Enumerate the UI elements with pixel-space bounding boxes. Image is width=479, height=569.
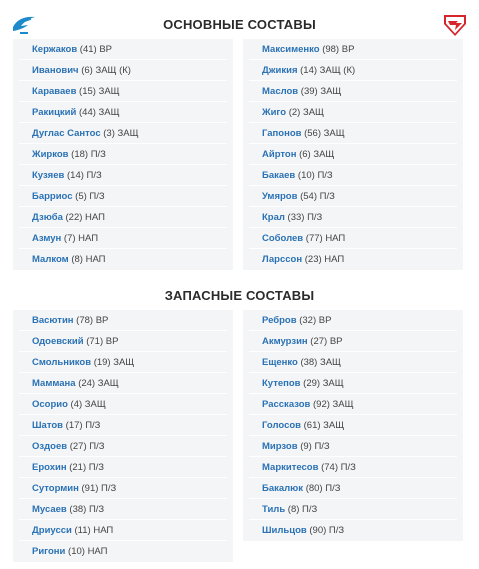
zenit-logo-icon bbox=[11, 13, 37, 35]
player-name-link[interactable]: Жирков bbox=[32, 149, 69, 160]
spartak-main-lineup bbox=[243, 39, 463, 270]
spartak-subs-lineup bbox=[243, 310, 463, 541]
player-number-position: (8) П/З bbox=[285, 504, 318, 515]
player-name-link[interactable]: Иванович bbox=[32, 65, 79, 76]
player-row bbox=[19, 352, 227, 373]
player-name-link[interactable]: Дуглас Сантос bbox=[32, 128, 101, 139]
player-number-position: (92) ЗАЩ bbox=[310, 399, 354, 410]
player-number-position: (21) П/З bbox=[66, 462, 104, 473]
player-number-position: (56) ЗАЩ bbox=[301, 128, 345, 139]
player-name-link[interactable]: Айртон bbox=[262, 149, 297, 160]
player-row bbox=[19, 310, 227, 331]
player-name-link[interactable]: Кутепов bbox=[262, 378, 301, 389]
player-row bbox=[19, 415, 227, 436]
player-row bbox=[249, 520, 457, 541]
player-number-position: (17) П/З bbox=[63, 420, 101, 431]
player-name-link[interactable]: Смольников bbox=[32, 357, 92, 368]
player-name-link[interactable]: Мусаев bbox=[32, 504, 67, 515]
player-name-link[interactable]: Маркитесов bbox=[262, 462, 319, 473]
zenit-subs-lineup bbox=[13, 310, 233, 562]
player-row bbox=[19, 331, 227, 352]
player-number-position: (61) ЗАЩ bbox=[301, 420, 345, 431]
player-row bbox=[249, 39, 457, 60]
player-row bbox=[19, 541, 227, 562]
player-row bbox=[19, 144, 227, 165]
player-row bbox=[19, 60, 227, 81]
player-name-link[interactable]: Караваев bbox=[32, 86, 77, 97]
player-name-link[interactable]: Соболев bbox=[262, 233, 304, 244]
player-row bbox=[19, 207, 227, 228]
player-number-position: (27) П/З bbox=[67, 441, 105, 452]
player-number-position: (24) ЗАЩ bbox=[75, 378, 119, 389]
player-number-position: (38) П/З bbox=[66, 504, 105, 515]
player-row bbox=[19, 39, 227, 60]
player-number-position: (6) ЗАЩ (К) bbox=[78, 65, 131, 76]
player-number-position: (29) ЗАЩ bbox=[300, 378, 344, 389]
player-number-position: (4) ЗАЩ bbox=[67, 399, 106, 410]
player-number-position: (74) П/З bbox=[318, 462, 356, 473]
player-name-link[interactable]: Максименко bbox=[262, 44, 320, 55]
player-row bbox=[249, 249, 457, 270]
player-number-position: (39) ЗАЩ bbox=[298, 86, 342, 97]
player-name-link[interactable]: Азмун bbox=[32, 233, 62, 244]
player-row bbox=[19, 520, 227, 541]
player-row bbox=[19, 228, 227, 249]
player-row bbox=[249, 144, 457, 165]
player-name-link[interactable]: Одоевский bbox=[32, 336, 84, 347]
player-name-link[interactable]: Акмурзин bbox=[262, 336, 308, 347]
player-number-position: (7) НАП bbox=[61, 233, 99, 244]
player-number-position: (44) ЗАЩ bbox=[76, 107, 120, 118]
player-name-link[interactable]: Рассказов bbox=[262, 399, 311, 410]
player-name-link[interactable]: Гапонов bbox=[262, 128, 302, 139]
player-name-link[interactable]: Крал bbox=[262, 212, 285, 223]
player-row bbox=[19, 436, 227, 457]
player-row bbox=[19, 394, 227, 415]
player-number-position: (77) НАП bbox=[303, 233, 346, 244]
player-name-link[interactable]: Кержаков bbox=[32, 44, 78, 55]
player-name-link[interactable]: Ракицкий bbox=[32, 107, 77, 118]
player-name-link[interactable]: Ребров bbox=[262, 315, 297, 326]
player-row bbox=[249, 207, 457, 228]
player-row bbox=[249, 186, 457, 207]
player-row bbox=[19, 81, 227, 102]
zenit-main-lineup bbox=[13, 39, 233, 270]
player-name-link[interactable]: Мирзов bbox=[262, 441, 298, 452]
player-row bbox=[249, 331, 457, 352]
player-row bbox=[249, 60, 457, 81]
player-name-link[interactable]: Осорио bbox=[32, 399, 68, 410]
player-row bbox=[19, 123, 227, 144]
player-row bbox=[249, 123, 457, 144]
player-row bbox=[19, 478, 227, 499]
player-number-position: (98) ВР bbox=[319, 44, 355, 55]
player-name-link[interactable]: Шатов bbox=[32, 420, 64, 431]
player-name-link[interactable]: Ларссон bbox=[262, 254, 303, 265]
subs-lineups-title: ЗАПАСНЫЕ СОСТАВЫ bbox=[164, 287, 315, 303]
player-number-position: (5) П/З bbox=[72, 191, 105, 202]
player-number-position: (2) ЗАЩ bbox=[286, 107, 324, 118]
player-number-position: (91) П/З bbox=[78, 483, 117, 494]
spartak-logo-icon bbox=[443, 13, 467, 37]
player-row bbox=[19, 186, 227, 207]
player-name-link[interactable]: Кузяев bbox=[32, 170, 65, 181]
player-row bbox=[249, 165, 457, 186]
player-number-position: (27) ВР bbox=[307, 336, 343, 347]
player-name-link[interactable]: Маслов bbox=[262, 86, 299, 97]
player-number-position: (54) П/З bbox=[297, 191, 335, 202]
player-number-position: (14) П/З bbox=[64, 170, 102, 181]
player-row bbox=[249, 394, 457, 415]
player-number-position: (3) ЗАЩ bbox=[100, 128, 139, 139]
player-name-link[interactable]: Малком bbox=[32, 254, 69, 265]
player-name-link[interactable]: Ригони bbox=[32, 546, 66, 557]
player-row bbox=[19, 165, 227, 186]
player-name-link[interactable]: Тиль bbox=[262, 504, 286, 515]
player-row bbox=[249, 81, 457, 102]
player-row bbox=[19, 249, 227, 270]
player-row bbox=[249, 373, 457, 394]
player-row bbox=[249, 352, 457, 373]
player-name-link[interactable]: Бакаев bbox=[262, 170, 296, 181]
player-name-link[interactable]: Шильцов bbox=[262, 525, 307, 536]
player-name-link[interactable]: Сутормин bbox=[32, 483, 79, 494]
player-number-position: (38) ЗАЩ bbox=[297, 357, 341, 368]
player-number-position: (9) П/З bbox=[297, 441, 330, 452]
player-number-position: (90) П/З bbox=[306, 525, 345, 536]
player-row bbox=[249, 478, 457, 499]
main-lineups-header bbox=[0, 10, 479, 38]
player-row bbox=[19, 373, 227, 394]
player-number-position: (8) НАП bbox=[68, 254, 106, 265]
player-row bbox=[19, 457, 227, 478]
player-number-position: (18) П/З bbox=[68, 149, 106, 160]
player-row bbox=[249, 457, 457, 478]
main-lineups-title: ОСНОВНЫЕ СОСТАВЫ bbox=[163, 16, 316, 32]
player-row bbox=[249, 436, 457, 457]
player-number-position: (23) НАП bbox=[302, 254, 345, 265]
player-name-link[interactable]: Оздоев bbox=[32, 441, 68, 452]
player-name-link[interactable]: Ещенко bbox=[262, 357, 298, 368]
player-number-position: (80) П/З bbox=[303, 483, 341, 494]
subs-lineups-header bbox=[0, 281, 479, 309]
player-row bbox=[19, 102, 227, 123]
player-name-link[interactable]: Жиго bbox=[262, 107, 287, 118]
player-number-position: (41) ВР bbox=[77, 44, 113, 55]
player-row bbox=[249, 415, 457, 436]
player-row bbox=[249, 499, 457, 520]
player-number-position: (78) ВР bbox=[73, 315, 109, 326]
player-row bbox=[19, 499, 227, 520]
player-number-position: (10) П/З bbox=[295, 170, 333, 181]
player-name-link[interactable]: Умяров bbox=[262, 191, 298, 202]
player-name-link[interactable]: Дзюба bbox=[32, 212, 63, 223]
player-name-link[interactable]: Голосов bbox=[262, 420, 301, 431]
player-number-position: (11) НАП bbox=[71, 525, 114, 536]
player-number-position: (10) НАП bbox=[65, 546, 108, 557]
player-number-position: (15) ЗАЩ bbox=[76, 86, 120, 97]
player-number-position: (22) НАП bbox=[62, 212, 105, 223]
player-number-position: (6) ЗАЩ bbox=[296, 149, 335, 160]
player-number-position: (33) П/З bbox=[284, 212, 323, 223]
player-name-link[interactable]: Бакалюк bbox=[262, 483, 304, 494]
player-number-position: (14) ЗАЩ (К) bbox=[297, 65, 356, 76]
player-name-link[interactable]: Дриусси bbox=[32, 525, 72, 536]
player-number-position: (19) ЗАЩ bbox=[91, 357, 135, 368]
player-name-link[interactable]: Барриос bbox=[32, 191, 73, 202]
player-row bbox=[249, 310, 457, 331]
player-name-link[interactable]: Васютин bbox=[32, 315, 74, 326]
player-name-link[interactable]: Джикия bbox=[262, 65, 298, 76]
player-row bbox=[249, 228, 457, 249]
player-row bbox=[249, 102, 457, 123]
player-number-position: (71) ВР bbox=[83, 336, 119, 347]
player-number-position: (32) ВР bbox=[296, 315, 332, 326]
player-name-link[interactable]: Маммана bbox=[32, 378, 76, 389]
player-name-link[interactable]: Ерохин bbox=[32, 462, 67, 473]
